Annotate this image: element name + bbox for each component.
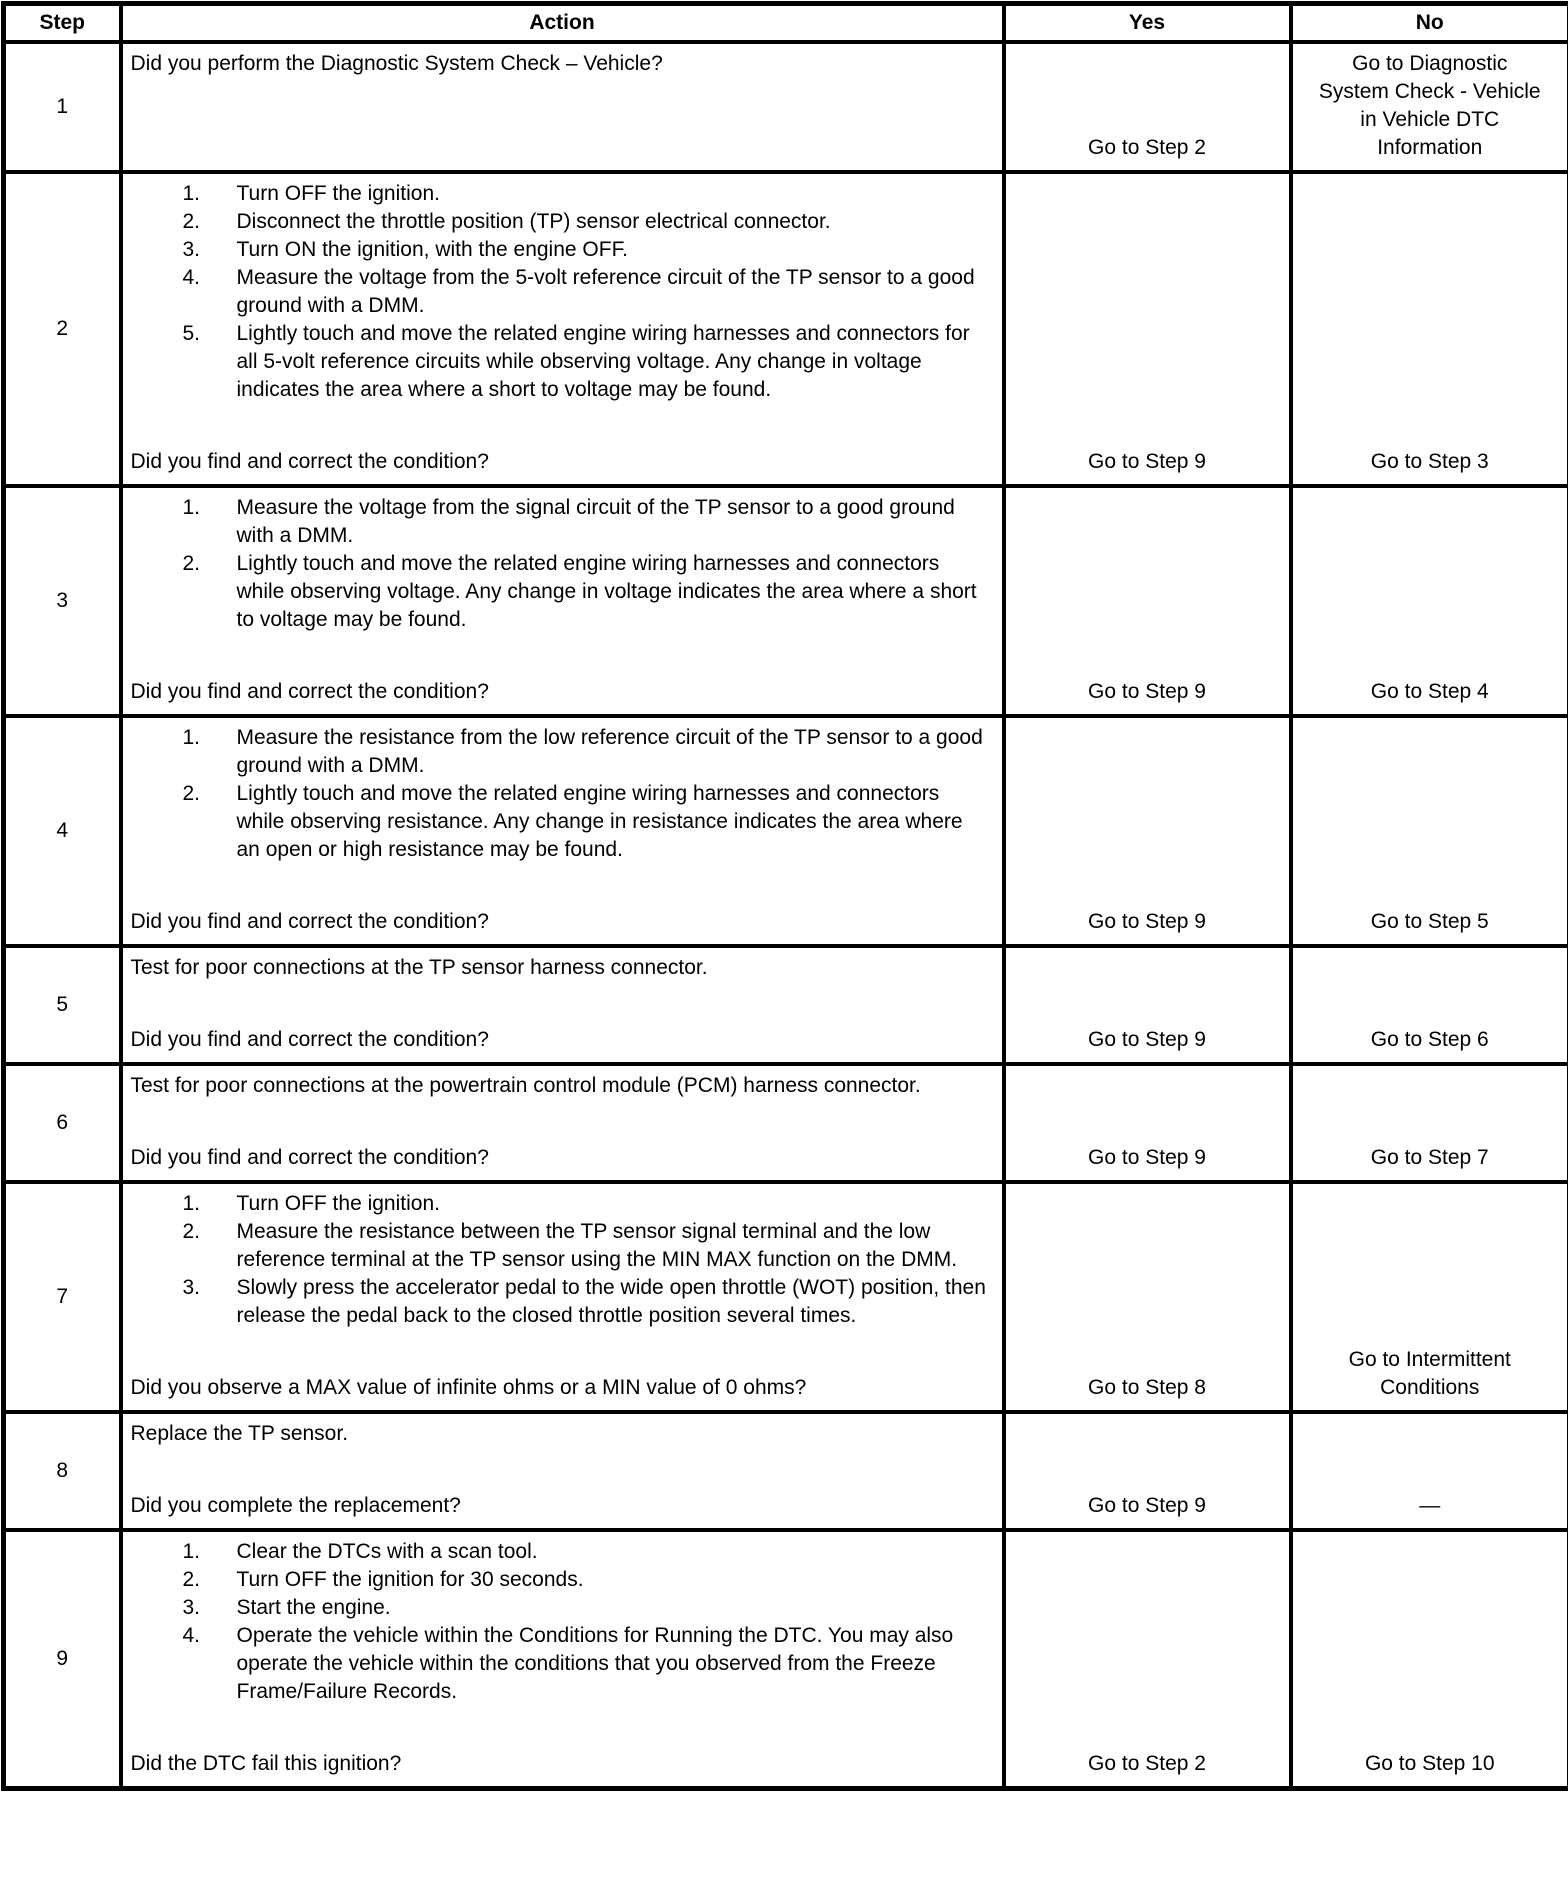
table-row bbox=[4, 946, 1568, 1064]
table-row bbox=[4, 172, 1568, 486]
no-goto-text: Go to Step 10 bbox=[1364, 1752, 1495, 1775]
list-item-text: Lightly touch and move the related engine wiring harnesses and connectors for all 5-volt reference circuits while observing voltage. Any change in voltage indicates the area where a short to voltage may be found. bbox=[236, 322, 970, 401]
step-number: 1 bbox=[56, 95, 69, 118]
yes-cell bbox=[1004, 946, 1291, 1064]
no-goto-text: — bbox=[1419, 1494, 1441, 1517]
list-item-number: 2. bbox=[182, 1220, 201, 1243]
list-item-number: 5. bbox=[182, 322, 201, 345]
action-list-item bbox=[183, 1538, 992, 1566]
action-question: Did you complete the replacement? bbox=[130, 1494, 461, 1517]
step-number: 9 bbox=[56, 1647, 69, 1670]
action-question: Did you find and correct the condition? bbox=[130, 450, 489, 473]
list-item-text: Disconnect the throttle position (TP) sensor electrical connector. bbox=[236, 210, 831, 233]
list-item-text: Turn OFF the ignition. bbox=[236, 1192, 440, 1215]
yes-goto-text: Go to Step 9 bbox=[1088, 1028, 1206, 1051]
action-list-item bbox=[183, 724, 992, 780]
yes-cell bbox=[1004, 172, 1291, 486]
column-header-step: Step bbox=[4, 4, 121, 43]
action-cell bbox=[121, 1064, 1004, 1182]
action-cell bbox=[121, 1412, 1004, 1530]
list-item-text: Operate the vehicle within the Conditions for Running the DTC. You may also operate the vehicle within the conditions that you observed from the Freeze Frame/Failure Records. bbox=[236, 1624, 954, 1703]
no-cell bbox=[1291, 1064, 1568, 1182]
step-number: 7 bbox=[56, 1285, 69, 1308]
list-item-text: Lightly touch and move the related engine wiring harnesses and connectors while observing resistance. Any change in resistance indicates the area where an open or high resistance may be found. bbox=[236, 782, 963, 861]
action-question: Did the DTC fail this ignition? bbox=[130, 1752, 402, 1775]
step-cell bbox=[4, 172, 121, 486]
action-cell bbox=[121, 42, 1004, 172]
action-list-item bbox=[183, 236, 992, 264]
action-cell bbox=[121, 946, 1004, 1064]
column-header-no: No bbox=[1291, 4, 1568, 43]
list-item-number: 1. bbox=[182, 1540, 201, 1563]
list-item-number: 2. bbox=[182, 552, 201, 575]
list-item-text: Measure the voltage from the 5-volt reference circuit of the TP sensor to a good ground with a DMM. bbox=[236, 266, 975, 317]
table-row bbox=[4, 1530, 1568, 1789]
table-row bbox=[4, 42, 1568, 172]
action-intro: Test for poor connections at the TP sensor harness connector. bbox=[130, 956, 708, 979]
action-cell bbox=[121, 716, 1004, 946]
action-list bbox=[131, 724, 992, 864]
action-list bbox=[131, 1538, 992, 1706]
yes-cell bbox=[1004, 716, 1291, 946]
step-cell bbox=[4, 1064, 121, 1182]
step-number: 8 bbox=[56, 1459, 69, 1482]
action-intro: Did you perform the Diagnostic System Check – Vehicle? bbox=[130, 52, 663, 75]
action-list-item bbox=[183, 1274, 992, 1330]
action-question: Did you find and correct the condition? bbox=[130, 1146, 489, 1169]
step-number: 2 bbox=[56, 317, 69, 340]
yes-goto-text: Go to Step 9 bbox=[1088, 680, 1206, 703]
table-row bbox=[4, 486, 1568, 716]
no-cell bbox=[1291, 1530, 1568, 1789]
yes-cell bbox=[1004, 1530, 1291, 1789]
yes-goto-text: Go to Step 2 bbox=[1088, 1752, 1206, 1775]
no-goto-text: Go to Intermittent Conditions bbox=[1348, 1348, 1511, 1399]
yes-goto-text: Go to Step 9 bbox=[1088, 910, 1206, 933]
no-cell bbox=[1291, 946, 1568, 1064]
step-cell bbox=[4, 1412, 121, 1530]
step-cell bbox=[4, 946, 121, 1064]
action-list bbox=[131, 180, 992, 404]
no-goto-text: Go to Step 7 bbox=[1370, 1146, 1489, 1169]
action-question: Did you observe a MAX value of infinite ohms or a MIN value of 0 ohms? bbox=[130, 1376, 807, 1399]
yes-goto-text: Go to Step 9 bbox=[1088, 1146, 1206, 1169]
step-number: 6 bbox=[56, 1111, 69, 1134]
yes-goto-text: Go to Step 9 bbox=[1088, 450, 1206, 473]
step-number: 4 bbox=[56, 819, 69, 842]
table-row bbox=[4, 1064, 1568, 1182]
yes-cell bbox=[1004, 42, 1291, 172]
yes-goto-text: Go to Step 8 bbox=[1088, 1376, 1206, 1399]
no-goto-text: Go to Step 5 bbox=[1370, 910, 1489, 933]
list-item-number: 3. bbox=[182, 1596, 201, 1619]
no-goto-text: Go to Step 3 bbox=[1370, 450, 1489, 473]
step-cell bbox=[4, 1530, 121, 1789]
list-item-text: Turn OFF the ignition for 30 seconds. bbox=[236, 1568, 584, 1591]
column-header-action: Action bbox=[121, 4, 1004, 43]
action-list-item bbox=[183, 550, 992, 634]
list-item-text: Clear the DTCs with a scan tool. bbox=[236, 1540, 538, 1563]
list-item-number: 1. bbox=[182, 1192, 201, 1215]
no-goto-text: Go to Step 4 bbox=[1370, 680, 1489, 703]
list-item-text: Measure the resistance between the TP sensor signal terminal and the low reference terminal at the TP sensor using the MIN MAX function on the DMM. bbox=[236, 1220, 958, 1271]
action-list-item bbox=[183, 1622, 992, 1706]
action-list-item bbox=[183, 208, 992, 236]
list-item-number: 3. bbox=[182, 238, 201, 261]
table-row bbox=[4, 1412, 1568, 1530]
list-item-text: Measure the resistance from the low reference circuit of the TP sensor to a good ground with a DMM. bbox=[236, 726, 983, 777]
action-list-item bbox=[183, 494, 992, 550]
list-item-number: 4. bbox=[182, 266, 201, 289]
action-cell bbox=[121, 1530, 1004, 1789]
yes-cell bbox=[1004, 1064, 1291, 1182]
action-list-item bbox=[183, 1594, 992, 1622]
no-cell bbox=[1291, 172, 1568, 486]
yes-goto-text: Go to Step 9 bbox=[1088, 1494, 1206, 1517]
list-item-text: Lightly touch and move the related engine wiring harnesses and connectors while observing voltage. Any change in voltage indicates the area where a short to voltage may be found. bbox=[236, 552, 977, 631]
column-header-yes: Yes bbox=[1004, 4, 1291, 43]
action-list-item bbox=[183, 1218, 992, 1274]
step-cell bbox=[4, 486, 121, 716]
action-list-item bbox=[183, 1566, 992, 1594]
action-list bbox=[131, 1190, 992, 1330]
step-cell bbox=[4, 42, 121, 172]
action-list-item bbox=[183, 780, 992, 864]
action-list-item bbox=[183, 180, 992, 208]
list-item-text: Turn ON the ignition, with the engine OFF. bbox=[236, 238, 628, 261]
no-cell bbox=[1291, 1412, 1568, 1530]
yes-cell bbox=[1004, 486, 1291, 716]
action-list bbox=[131, 494, 992, 634]
list-item-text: Slowly press the accelerator pedal to the wide open throttle (WOT) position, then release the pedal back to the closed throttle position several times. bbox=[236, 1276, 986, 1327]
list-item-number: 3. bbox=[182, 1276, 201, 1299]
table-body bbox=[4, 42, 1568, 1789]
list-item-text: Turn OFF the ignition. bbox=[236, 182, 440, 205]
action-intro: Replace the TP sensor. bbox=[130, 1422, 349, 1445]
no-cell bbox=[1291, 716, 1568, 946]
yes-cell bbox=[1004, 1182, 1291, 1412]
step-cell bbox=[4, 1182, 121, 1412]
action-question: Did you find and correct the condition? bbox=[130, 1028, 489, 1051]
list-item-text: Measure the voltage from the signal circuit of the TP sensor to a good ground with a DMM. bbox=[236, 496, 955, 547]
action-list-item bbox=[183, 264, 992, 320]
list-item-text: Start the engine. bbox=[236, 1596, 391, 1619]
no-goto-text: Go to Step 6 bbox=[1370, 1028, 1489, 1051]
list-item-number: 2. bbox=[182, 210, 201, 233]
step-number: 3 bbox=[56, 589, 69, 612]
action-cell bbox=[121, 1182, 1004, 1412]
action-question: Did you find and correct the condition? bbox=[130, 910, 489, 933]
yes-goto-text: Go to Step 2 bbox=[1088, 136, 1206, 159]
list-item-number: 2. bbox=[182, 782, 201, 805]
action-list-item bbox=[183, 320, 992, 404]
table-header-row bbox=[4, 4, 1568, 43]
no-cell bbox=[1291, 486, 1568, 716]
no-goto-text: Go to Diagnostic System Check - Vehicle in Vehicle DTC Information bbox=[1318, 52, 1541, 159]
action-cell bbox=[121, 172, 1004, 486]
action-intro: Test for poor connections at the powertrain control module (PCM) harness connector. bbox=[130, 1074, 921, 1097]
list-item-number: 1. bbox=[182, 496, 201, 519]
action-question: Did you find and correct the condition? bbox=[130, 680, 489, 703]
no-cell bbox=[1291, 42, 1568, 172]
list-item-number: 2. bbox=[182, 1568, 201, 1591]
action-cell bbox=[121, 486, 1004, 716]
no-cell bbox=[1291, 1182, 1568, 1412]
list-item-number: 1. bbox=[182, 182, 201, 205]
list-item-number: 4. bbox=[182, 1624, 201, 1647]
step-number: 5 bbox=[56, 993, 69, 1016]
table-row bbox=[4, 1182, 1568, 1412]
table-row bbox=[4, 716, 1568, 946]
action-list-item bbox=[183, 1190, 992, 1218]
yes-cell bbox=[1004, 1412, 1291, 1530]
step-cell bbox=[4, 716, 121, 946]
diagnostic-table bbox=[1, 1, 1568, 1791]
list-item-number: 1. bbox=[182, 726, 201, 749]
